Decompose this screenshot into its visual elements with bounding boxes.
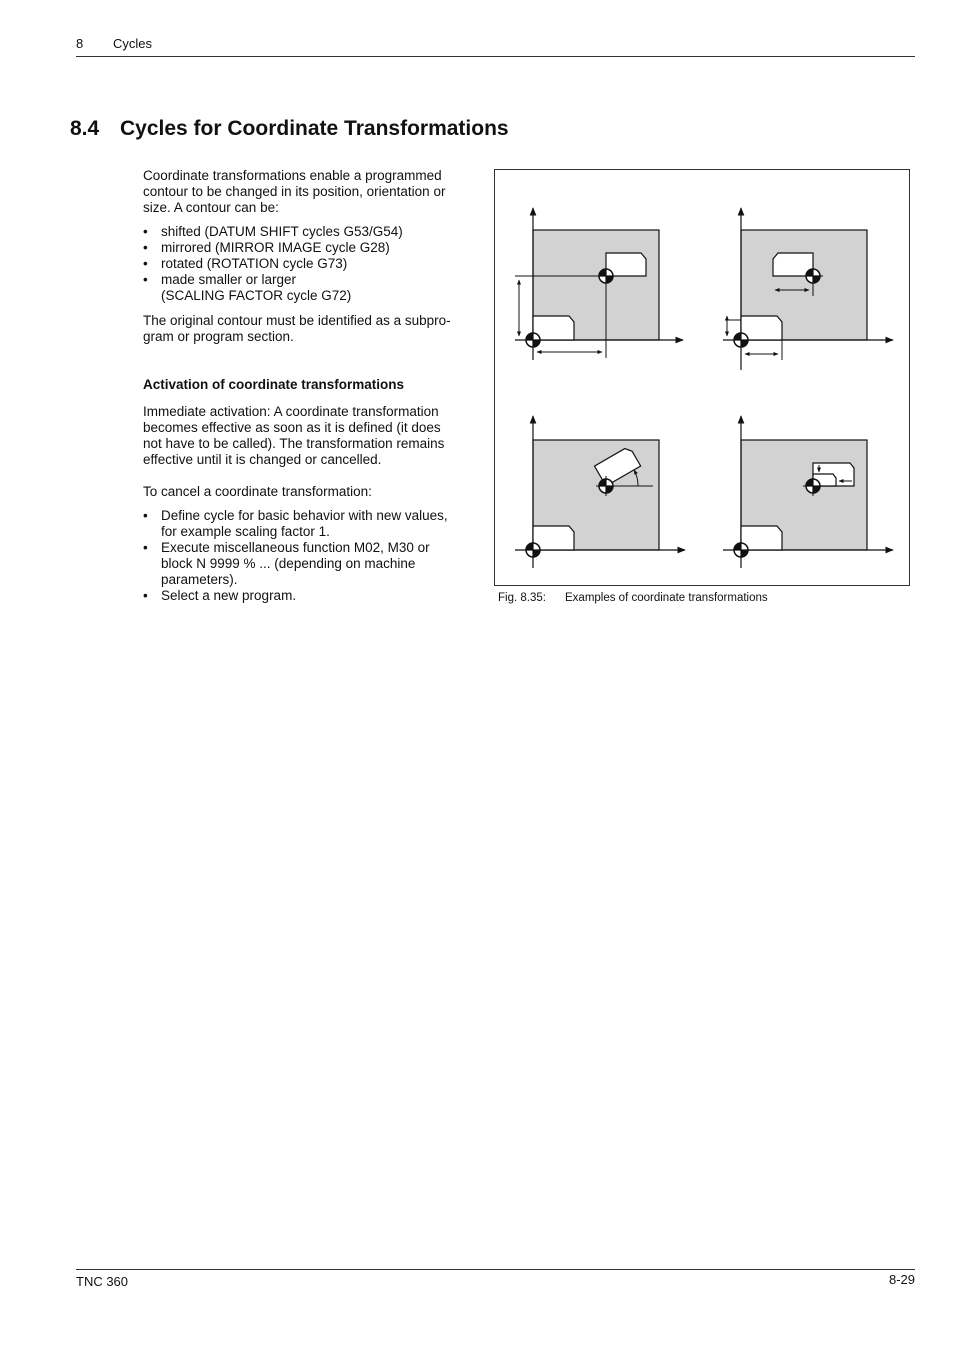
panel-rotate xyxy=(515,416,685,568)
section-number: 8.4 xyxy=(70,117,100,140)
list-item: • Define cycle for basic behavior with new values, for example scaling factor 1. xyxy=(143,508,478,540)
panel-scale xyxy=(723,416,893,568)
figure-diagram xyxy=(495,170,911,587)
transform-list xyxy=(143,224,478,304)
footer-product: TNC 360 xyxy=(76,1274,129,1289)
activation-heading: Activation of coordinate transformations xyxy=(143,377,405,392)
panel-mirror xyxy=(723,208,893,370)
header-rule xyxy=(76,56,915,57)
original-note: The original contour must be identified as a subpro- gram or program section. xyxy=(143,313,451,344)
chapter-number: 8 xyxy=(76,36,84,51)
intro-paragraph xyxy=(143,168,478,216)
activation-text: Immediate activation: A coordinate transformation becomes effective as soon as it is defined (it does not have to be called). The transformation remains effective until it is changed or cancelled. xyxy=(143,404,445,467)
panel-shift xyxy=(515,208,683,360)
list-item: • made smaller or larger xyxy=(143,272,478,288)
intro-text: Coordinate transformations enable a programmed contour to be changed in its position, orientation or size. A contour can be: xyxy=(143,168,446,215)
section-title xyxy=(70,117,509,141)
figure-caption-label: Fig. 8.35: xyxy=(498,592,546,604)
footer-rule xyxy=(76,1269,915,1270)
list-item: • Select a new program. xyxy=(143,588,478,604)
list-item: • rotated (ROTATION cycle G73) xyxy=(143,256,478,272)
section-title-text: Cycles for Coordinate Transformations xyxy=(120,117,509,140)
list-item-continuation: (SCALING FACTOR cycle G72) xyxy=(161,288,352,303)
figure-coordinate-transformations xyxy=(494,169,910,586)
list-item: • Execute miscellaneous function M02, M30 or block N 9999 % ... (depending on machine parameters). xyxy=(143,540,478,588)
figure-caption xyxy=(498,592,768,604)
page-number: 8-29 xyxy=(888,1272,915,1287)
cancel-list xyxy=(143,508,478,604)
figure-caption-text: Examples of coordinate transformations xyxy=(565,592,768,604)
list-item: • mirrored (MIRROR IMAGE cycle G28) xyxy=(143,240,478,256)
list-item: • shifted (DATUM SHIFT cycles G53/G54) xyxy=(143,224,478,240)
chapter-title: Cycles xyxy=(113,36,153,51)
cancel-intro: To cancel a coordinate transformation: xyxy=(143,484,372,499)
